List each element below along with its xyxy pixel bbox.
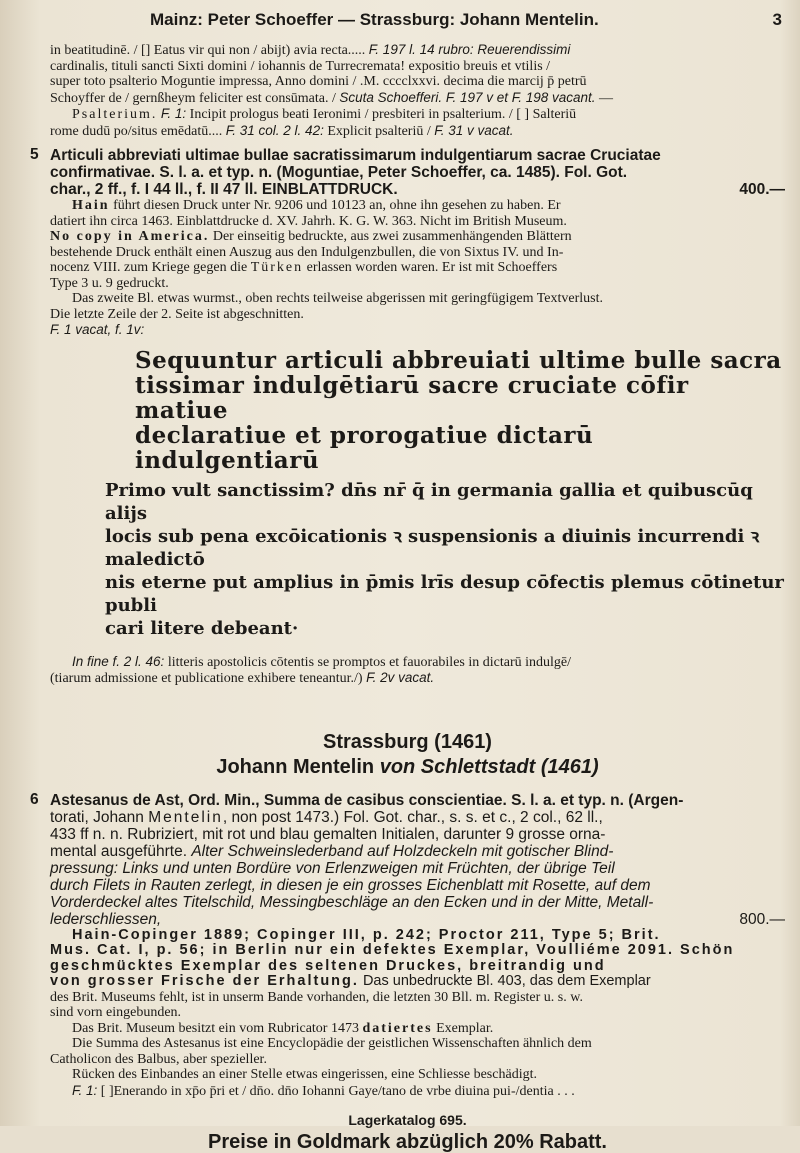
page-content xyxy=(30,42,785,1153)
entry-6 xyxy=(30,792,785,1100)
entry-title-line: lederschliessen, 800.— xyxy=(50,910,785,928)
text-line: geschmücktes Exemplar des seltenen Druckes, breitrandig und xyxy=(50,957,606,974)
entry-title-line: torati, Johann Mentelin, non post 1473.) Fol. Got. char., s. s. et c., 2 col., 62 ll., xyxy=(50,808,603,826)
text-line: rome dudū po/situs emēdatū.... F. 31 col. 2 l. 42: Explicit psalteriū / F. 31 v vacat. xyxy=(50,122,514,139)
text-line: Rücken des Einbandes an einer Stelle etwas eingerissen, eine Schliesse beschädigt. xyxy=(72,1067,537,1082)
entry-title-line: char., 2 ff., f. I 44 ll., f. II 47 ll. EINBLATTDRUCK. 400.— xyxy=(50,181,785,198)
text-line: No copy in America. Der einseitig bedruckte, aus zwei zusammenhängenden Blättern xyxy=(50,229,572,244)
text-line: Hain-Copinger 1889; Copinger III, p. 242; Proctor 211, Type 5; Brit. xyxy=(72,926,661,943)
text-line: Psalterium. F. 1: Incipit prologus beati Ieronimi / presbiteri in psalterium. / [ ] Salteriū xyxy=(72,106,577,122)
footer-catalog: Lagerkatalog 695. xyxy=(348,1112,467,1128)
header-title: Mainz: Peter Schoeffer — Strassburg: Johann Mentelin. xyxy=(150,10,599,29)
text-line: von grosser Frische der Erhaltung. Das unbedruckte Bl. 403, das dem Exemplar xyxy=(50,973,651,989)
text-line: in beatitudinē. / [] Eatus vir qui non / abijt) avia recta..... F. 197 l. 14 rubro: Reuerendissimi xyxy=(50,42,571,58)
text-line: super toto psalterio Moguntie impressa, Anno domini / .M. cccclxxvi. decima die marcij p̄ petrū xyxy=(50,74,587,89)
section-title: Strassburg (1461) xyxy=(323,730,492,753)
entry-title-line: confirmativae. S. l. a. et typ. n. (Moguntiae, Peter Schoeffer, ca. 1485). Fol. Got. xyxy=(50,164,628,181)
running-header xyxy=(150,10,790,30)
text-line: Die letzte Zeile der 2. Seite ist abgeschnitten. xyxy=(50,306,304,322)
text-line: sind vorn eingebunden. xyxy=(50,1005,182,1020)
blackletter-body: Primo vult sanctissim? dn̄s nr̄ q̄ in germania gallia et quibuscūq alijs locis sub pena excōicationis ꝛ suspensionis a diuinis incurrendi ꝛ maledictō nis eterne put amplius in p̄mis lrīs desup cōfectis plemus cōtinetur publi cari litere debeant· xyxy=(105,479,784,639)
text-line: Die Summa des Astesanus ist eine Encyclopädie der geistlichen Wissenschaften ähnlich dem xyxy=(72,1036,592,1051)
entry-title-line: Astesanus de Ast, Ord. Min., Summa de casibus conscientiae. S. l. a. et typ. n. (Argen- xyxy=(50,791,684,809)
entry-title-line: pressung: Links und unten Bordüre von Erlenzweigen mit Früchten, der übrige Teil xyxy=(50,859,615,877)
text-line: Das zweite Bl. etwas wurmst., oben rechts teilweise abgerissen mit geringfügigem Textverlust. xyxy=(72,291,604,306)
entry-price: 400.— xyxy=(739,181,785,198)
entry-number: 6 xyxy=(30,790,39,808)
entry-title-line: mental ausgeführte. Alter Schweinslederband auf Holzdeckeln mit gotischer Blind- xyxy=(50,842,614,860)
page-number: 3 xyxy=(772,10,782,29)
text-line: Catholicon des Balbus, aber spezieller. xyxy=(50,1051,267,1067)
entry-title-line: 433 ff n. n. Rubriziert, mit rot und blau gemalten Initialen, darunter 9 grosse orna- xyxy=(50,825,606,843)
text-line: nocenz VIII. zum Kriege gegen die Türken erlassen worden waren. Er ist mit Schoeffers xyxy=(50,260,558,275)
text-line: Type 3 u. 9 gedruckt. xyxy=(50,275,169,291)
text-line: des Brit. Museums fehlt, ist in unserm Bande vorhanden, die letzten 30 Bll. m. Register u. s. w. xyxy=(50,989,583,1005)
text-line: (tiarum admissione et publicatione exhibere teneantur./) F. 2v vacat. xyxy=(50,670,435,686)
text-line: cardinalis, tituli sancti Sixti domini / iohannis de Turrecremata! expositio breuis et vtilis / xyxy=(50,58,551,74)
entry-number: 5 xyxy=(30,146,39,163)
text-line: datiert ihn circa 1463. Einblattdrucke d. XV. Jahrh. K. G. W. 363. Nicht im British Museum. xyxy=(50,213,567,229)
text-line: In fine f. 2 l. 46: litteris apostolicis cōtentis se promptos et fauorabiles in dictarū indulgē/ xyxy=(72,653,572,670)
entry-price: 800.— xyxy=(739,910,785,928)
text-line: bestehende Druck enthält einen Auszug aus den Indulgenzbullen, die von Sixtus IV. und In- xyxy=(50,244,564,260)
entry-title-line: durch Filets in Rauten zerlegt, in diesen je ein grosses Eichenblatt mit Rosette, auf dem xyxy=(50,876,651,894)
blackletter-quote: Sequuntur articuli abbreuiati ultime bulle sacra tissimar indulgētiarū sacre cruciate cōfir matiue declaratiue et prorogatiue dictarū indulgentiarū xyxy=(135,346,782,474)
entry-4-continuation xyxy=(30,42,785,139)
text-line: F. 1: [ ]Enerando in xp̄o p̄ri et / dn̄o. dn̄o Iohanni Gaye/tano de vrbe diuina pui-/dentia . . . xyxy=(72,1082,575,1099)
text-line: Das Brit. Museum besitzt ein vom Rubricator 1473 datiertes Exemplar. xyxy=(72,1020,494,1036)
entry-title-line: Vorderdeckel altes Titelschild, Messingbeschläge an den Ecken und in der Mitte, Metall- xyxy=(50,893,654,911)
section-subtitle: Johann Mentelin von Schlettstadt (1461) xyxy=(216,756,599,778)
text-line: F. 1 vacat, f. 1v: xyxy=(50,322,145,337)
entry-title-line: Articuli abbreviati ultimae bullae sacratissimarum indulgentiarum sacrae Cruciatae xyxy=(50,147,661,164)
entry-5 xyxy=(30,147,785,687)
text-line: Hain führt diesen Druck unter Nr. 9206 und 10123 an, ohne ihn gesehen zu haben. Er xyxy=(72,198,561,213)
text-line: Schoyffer de / gernßheym feliciter est consūmata. / Scuta Schoefferi. F. 197 v et F. 198 vacant. — xyxy=(50,89,614,106)
footer-prices: Preise in Goldmark abzüglich 20% Rabatt. xyxy=(207,1130,607,1153)
text-line: Mus. Cat. I, p. 56; in Berlin nur ein defektes Exemplar, Voulliéme 2091. Schön xyxy=(50,942,735,958)
